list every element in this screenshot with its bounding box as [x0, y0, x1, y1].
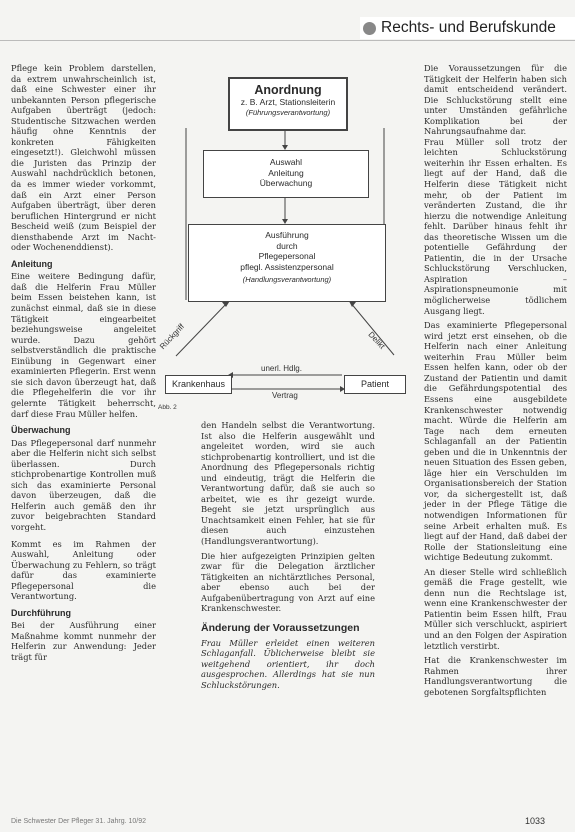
box-ausfuehrung-line5: (Handlungsverantwortung): [242, 275, 332, 284]
box-patient: [344, 375, 406, 394]
box-anordnung-line1: z. B. Arzt, Stationsleiterin: [240, 97, 336, 107]
column-middle: [201, 420, 375, 691]
paragraph: Frau Müller erleidet einen weiteren Schlaganfall. Üblicherweise bleibt sie weitgehend orientiert, ihr doch ausgesprochen. Allerdings hat sie nun Schluckstörungen.: [201, 637, 375, 691]
box-patient-label: Patient: [360, 379, 390, 389]
label-delikt: Delikt: [366, 330, 387, 351]
page-number: 1033: [525, 816, 546, 826]
box-auswahl-line3: Überwachung: [259, 178, 313, 188]
heading-anleitung: Anleitung: [11, 258, 53, 269]
label-vertrag: Vertrag: [272, 391, 298, 400]
box-ausfuehrung-line1: Ausführung: [265, 230, 309, 240]
box-ausfuehrung-line4: pflegl. Assistenzpersonal: [240, 261, 334, 272]
paragraph: Die Voraussetzungen für die Tätigkeit der Helferin haben sich damit entscheidend verändert. Die Schluckstörung stellt eine unter Umständen gefährliche Komplikation bei der Nahrungsaufnahme dar.: [424, 63, 567, 137]
heading-aenderung: Änderung der Voraussetzungen: [201, 621, 360, 634]
box-anordnung: [228, 77, 348, 131]
box-auswahl: [203, 150, 369, 198]
paragraph: Die hier aufgezeigten Prinzipien gelten zwar für die Delegation ärztlicher Tätigkeiten an nichtärztliches Personal, aber ebenso auch bei der Aufgabenübertragung von Arzt auf eine Krankenschwester.: [201, 550, 375, 614]
paragraph: Frau Müller soll trotz der leichten Schluckstörung weiterhin ihr Essen erhalten. Es liegt auf der Hand, daß die Helferin diese Tätigkeit nicht mehr, ob der Patient im veränderten Zustand, die ihr hierzu die notwendige Anleitung fehlt. Darüber hinaus fehlt ihr das theoretische Wissen um die potentielle Gefährdung der Patientin, die in der Ursache Schluckstörung Verschlucken, Aspiration – Aspirationspneumonie mit möglicherweise tödlichem Ausgang liegt.: [424, 136, 567, 316]
label-unerl-hdlg: unerl. Hdlg.: [261, 364, 302, 373]
figure-caption: Abb. 2: [158, 404, 177, 411]
paragraph: Hat die Krankenschwester im Rahmen ihrer Handlungsverantwortung die gebotenen Sorgfaltspflichten: [424, 655, 567, 697]
box-anordnung-line2: (Führungsverantwortung): [245, 107, 331, 117]
paragraph: Pflege kein Problem darstellen, da extrem unwahrscheinlich ist, daß eine Schwester einer ihr unbekannten Person pflegerische Aufgaben überträgt (jedoch: Studentische Sitzwachen werden häufig ohne Kenntnis der konkreten Fähigkeiten eingesetzt!). Gleichwohl müssen die Juristen das Prinzip der Auswahl nachdrücklich betonen, da es immer wieder vorkommt, daß ein Arzt einer Person Aufgaben überträgt, über deren beruflichen Hintergrund er nicht Bescheid weiß (zum Beispiel der diensthabende Arzt im Nacht- oder Wochenenddienst).: [11, 63, 156, 253]
heading-durchfuehrung: Durchführung: [11, 607, 71, 618]
footer-journal: Die Schwester Der Pfleger 31. Jahrg. 10/92: [11, 818, 147, 825]
paragraph: Bei der Ausführung einer Maßnahme kommt nunmehr der Helferin zur Anwendung: Jeder trägt für: [11, 620, 156, 662]
heading-ueberwachung: Überwachung: [11, 425, 71, 436]
box-auswahl-line1: Auswahl: [269, 157, 303, 167]
box-anordnung-title: Anordnung: [254, 83, 322, 97]
box-ausfuehrung-line2: durch: [276, 240, 298, 251]
label-rueckgriff: Rückgriff: [158, 322, 187, 352]
paragraph: An dieser Stelle wird schließlich gemäß die Frage gestellt, wie denn nun die Rechtslage ist, wenn eine Krankenschwester der Patientin beim Essen hilft, Frau Müller sich verschluckt, aspiriert und an den Folgen der Aspiration letztlich verstirbt.: [424, 566, 567, 651]
box-ausfuehrung-line3: Pflegepersonal: [258, 251, 316, 261]
column-right: [424, 63, 567, 697]
paragraph: Das Pflegepersonal darf nunmehr aber die Helferin nicht sich selbst überlassen. Durch stichprobenartige Kontrollen muß sich das examinierte Personal davon überzeugen, daß die Helferin auch gemäß den ihr zuvor beigebrachten Standard vorgeht.: [11, 437, 156, 532]
paragraph: den Handeln selbst die Verantwortung. Ist also die Helferin ausgewählt und angeleitet worden, wird sie auch stichprobenartig kontrolliert, und ist die Anordnung des Pflegepersonals richtig und eindeutig, trägt die Helferin die Verantwortung dafür, daß sie auch so arbeitet, wie es ihr gezeigt wurde. Begeht sie jetzt ursprünglich aus Unachtsamkeit einen Fehler, hat sie für diesen auch einzustehen (Handlungsverantwortung).: [201, 420, 375, 547]
paragraph: Kommt es im Rahmen der Auswahl, Anleitung oder Überwachung zu Fehlern, so trägt dafür das examinierte Pflegepersonal die Verantwortung.: [11, 538, 156, 602]
paragraph: Das examinierte Pflegepersonal wird jetzt erst einsehen, ob die Helferin nach einer Anleitung weiterhin Frau Müller beim Essen helfen kann, oder ob der Zustand der Patientin und damit die Gefährdungspotential des Essens eine ausgebildete Krankenschwester notwendig macht. Würde die Helferin am Tage nach dem erneuten Schlaganfall an der Patientin geben und die in Unkenntnis der neuen Situation des Essen geben, läge hier ein Verschulden im Organisationsbereich der Station vor, da sichergestellt ist, daß jeder in der Pflege Tätige die notwendigen Informationen für seine Arbeit erhalten muß. Es liegt auf der Hand, daß dabei der Rolle der Stationsleitung eine wichtige Bedeutung zukommt.: [424, 320, 567, 563]
paragraph: Eine weitere Bedingung dafür, daß die Helferin Frau Müller beim Essen beistehen kann, ist zunächst einmal, daß sie in diese Tätigkeit eingearbeitet beziehungsweise angeleitet wurde. Dazu gehört selbstverständlich die praktische Einübung in Gegenwart einer examinierten Pflegerin. Erst wenn sie sich davon überzeugt hat, daß die Pflegehelferin die vor ihr gelernte Tätigkeit beherrscht, darf diese Frau Müller helfen.: [11, 271, 156, 419]
box-auswahl-line2: Anleitung: [268, 167, 304, 178]
section-title: Rechts- und Berufskunde: [381, 19, 556, 36]
box-krankenhaus: [165, 375, 232, 394]
box-ausfuehrung: [188, 224, 386, 302]
box-krankenhaus-label: Krankenhaus: [171, 379, 226, 389]
